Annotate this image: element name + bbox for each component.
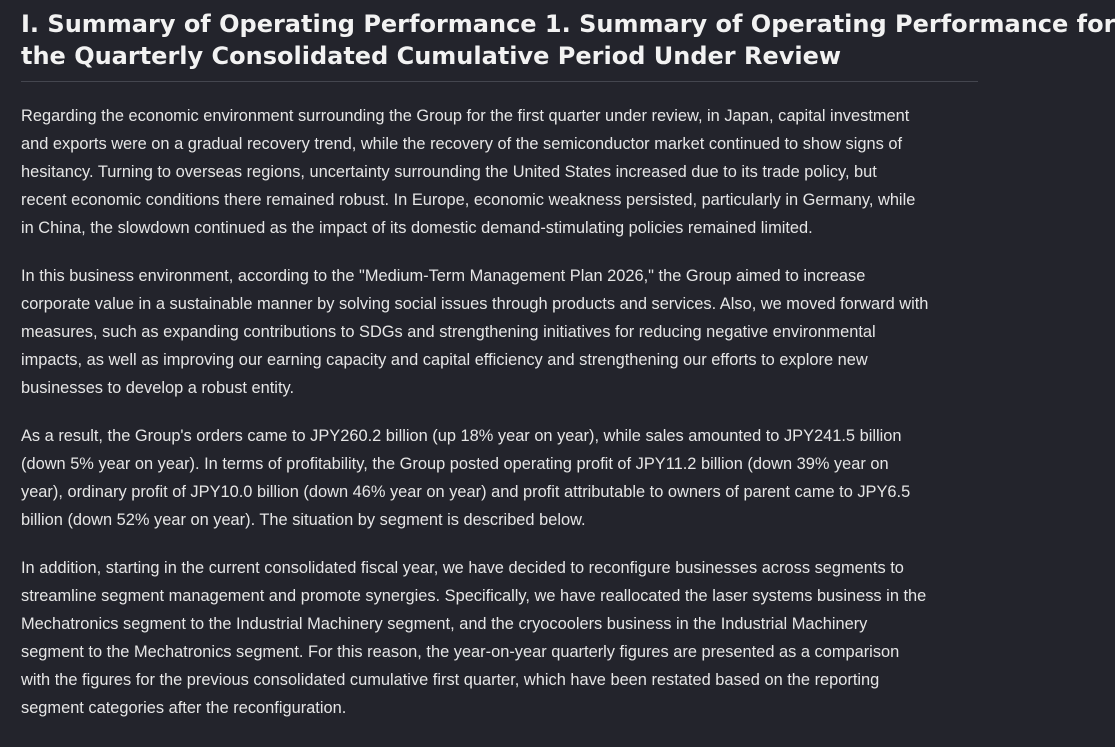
text-line: measures, such as expanding contributions to SDGs and strengthening initiatives for reducing negative environmental — [21, 323, 876, 341]
text-line: billion (down 52% year on year). The situation by segment is described below. — [21, 511, 586, 529]
text-line: segment categories after the reconfiguration. — [21, 699, 347, 717]
paragraph-reconfiguration — [21, 554, 978, 722]
text-line: and exports were on a gradual recovery trend, while the recovery of the semiconductor market continued to show signs of — [21, 135, 903, 153]
heading-line: the Quarterly Consolidated Cumulative Period Under Review — [21, 42, 842, 70]
text-line: in China, the slowdown continued as the impact of its domestic demand-stimulating policies remained limited. — [21, 219, 813, 237]
text-line: In this business environment, according to the "Medium-Term Management Plan 2026," the Group aimed to increase — [21, 267, 866, 285]
text-line: segment to the Mechatronics segment. For this reason, the year-on-year quarterly figures are presented as a comparison — [21, 643, 900, 661]
paragraph-economic-environment — [21, 102, 978, 242]
text-line: Mechatronics segment to the Industrial Machinery segment, and the cryocoolers business in the Industrial Machinery — [21, 615, 868, 633]
text-line: (down 5% year on year). In terms of profitability, the Group posted operating profit of JPY11.2 billion (down 39% year on — [21, 455, 889, 473]
content — [21, 102, 978, 722]
text-line: with the figures for the previous consolidated cumulative first quarter, which have been restated based on the reporting — [21, 671, 880, 689]
paragraph-results — [21, 422, 978, 534]
text-line: year), ordinary profit of JPY10.0 billion (down 46% year on year) and profit attributable to owners of parent came to JPY6.5 — [21, 483, 911, 501]
text-line: As a result, the Group's orders came to JPY260.2 billion (up 18% year on year), while sales amounted to JPY241.5 billion — [21, 427, 902, 445]
text-line: businesses to develop a robust entity. — [21, 379, 295, 397]
text-line: In addition, starting in the current consolidated fiscal year, we have decided to reconfigure businesses across segments to — [21, 559, 904, 577]
paragraph-business-environment — [21, 262, 978, 402]
heading-divider — [21, 81, 978, 82]
document-body — [21, 0, 1115, 747]
text-line: recent economic conditions there remained robust. In Europe, economic weakness persisted, particularly in Germany, while — [21, 191, 916, 209]
section-heading — [21, 0, 1115, 72]
text-line: streamline segment management and promote synergies. Specifically, we have reallocated the laser systems business in the — [21, 587, 927, 605]
text-line: Regarding the economic environment surrounding the Group for the first quarter under review, in Japan, capital investment — [21, 107, 910, 125]
text-line: hesitancy. Turning to overseas regions, uncertainty surrounding the United States increased due to its trade policy, but — [21, 163, 877, 181]
heading-line: I. Summary of Operating Performance 1. Summary of Operating Performance for — [21, 10, 1115, 38]
text-line: corporate value in a sustainable manner by solving social issues through products and services. Also, we moved forward with — [21, 295, 929, 313]
text-line: impacts, as well as improving our earning capacity and capital efficiency and strengthening our efforts to explore new — [21, 351, 868, 369]
